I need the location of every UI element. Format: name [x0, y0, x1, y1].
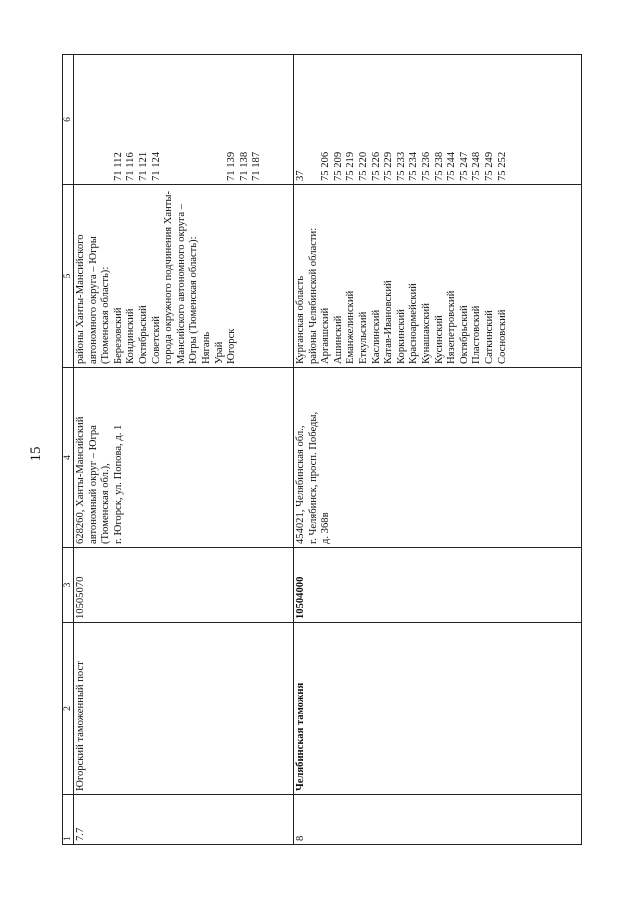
region-group-heading: районы Ханты-Мансийского автономного округа – Югры (Тюменская область): — [75, 234, 112, 364]
okato-code: 75 226 — [370, 151, 382, 181]
header-cell-6: 6 — [63, 55, 74, 185]
address-line: (Тюменская обл.), — [100, 463, 112, 544]
region-item: Красноармейский — [408, 283, 420, 364]
okato-code: 71 121 — [137, 151, 149, 181]
okato-code: 75 236 — [420, 151, 432, 181]
code-spacer — [308, 58, 321, 181]
rotated-page — [62, 55, 580, 845]
region-item: Курганская область — [295, 275, 306, 364]
region-item: Сосновский — [496, 309, 508, 364]
code-spacer — [201, 58, 214, 181]
region-item: Еткульский — [357, 311, 369, 364]
table-row — [294, 55, 582, 845]
header-cell-4: 4 — [63, 368, 74, 548]
code-spacer — [75, 58, 88, 181]
region-item: Катав-Ивановский — [383, 280, 395, 364]
region-item: Советский — [150, 316, 162, 364]
customs-office-code: 10504000 — [294, 548, 582, 623]
region-item: Пластовский — [471, 305, 483, 364]
region-item: Саткинский — [483, 310, 495, 364]
table-header-row — [63, 55, 74, 845]
okato-code: 71 138 — [238, 151, 250, 181]
table-row — [74, 55, 294, 845]
region-item: Югорск — [226, 328, 238, 364]
okato-code: 71 112 — [112, 152, 124, 181]
header-cell-5: 5 — [63, 185, 74, 368]
code-spacer — [176, 58, 189, 181]
code-spacer — [88, 58, 101, 181]
region-item: Березовский — [112, 307, 124, 364]
address-line: 628260, Ханты-Мансийский — [75, 416, 86, 544]
customs-office-code: 10505070 — [74, 548, 294, 623]
region-item: Октябрьский — [458, 305, 470, 364]
row-number: 8 — [294, 795, 582, 845]
page-number: 15 — [28, 446, 44, 462]
customs-office-name: Югорский таможенный пост — [74, 623, 294, 795]
okato-code: 75 233 — [395, 151, 407, 181]
region-item: Нягань — [200, 331, 212, 364]
customs-office-address — [294, 368, 582, 548]
code-spacer — [188, 58, 201, 181]
okato-code: 75 252 — [496, 151, 508, 181]
region-group-heading: города окружного подчинения Ханты-Мансийского автономного округа – Югры (Тюменская область): — [163, 190, 200, 364]
region-item: Нязепетровский — [446, 290, 458, 364]
okato-code: 75 238 — [433, 151, 445, 181]
okato-code: 71 116 — [125, 152, 137, 181]
code-spacer — [100, 58, 113, 181]
okato-code: 75 206 — [320, 151, 332, 181]
region-item: Кунашакский — [420, 303, 432, 364]
okato-code: 71 124 — [150, 151, 162, 181]
region-item: Каслинский — [370, 309, 382, 364]
region-item: Кондинский — [125, 308, 137, 364]
okato-code: 75 209 — [332, 151, 344, 181]
header-cell-1: 1 — [63, 795, 74, 845]
okato-code: 75 220 — [357, 151, 369, 181]
okato-code: 71 139 — [226, 151, 238, 181]
region-item: Ашинский — [332, 315, 344, 364]
address-line: г. Югорск, ул. Попова, д. 1 — [112, 424, 124, 544]
okato-code: 75 248 — [471, 151, 483, 181]
okato-code: 37 — [295, 170, 306, 181]
address-line: г. Челябинск, просп. Победы, — [307, 411, 319, 544]
okato-code: 75 249 — [483, 151, 495, 181]
region-item: Октябрьский — [137, 305, 149, 364]
okato-code-list — [294, 55, 582, 185]
okato-code: 75 244 — [446, 151, 458, 181]
okato-code: 75 219 — [345, 151, 357, 181]
header-cell-3: 3 — [63, 548, 74, 623]
region-item: Кусинский — [433, 315, 445, 364]
customs-office-address — [74, 368, 294, 548]
okato-code: 71 187 — [251, 151, 263, 181]
region-item: Еманжелинский — [345, 290, 357, 364]
region-group-heading: районы Челябинской области: — [307, 227, 319, 364]
address-line: д. 368в — [320, 512, 332, 544]
okato-code: 75 229 — [383, 151, 395, 181]
region-item: Урай — [213, 341, 225, 364]
customs-office-name: Челябинская таможня — [294, 623, 582, 795]
code-spacer — [163, 58, 176, 181]
row-number: 7.7 — [74, 795, 294, 845]
header-cell-2: 2 — [63, 623, 74, 795]
region-item: Аргаяшский — [320, 307, 332, 364]
okato-code-list — [74, 55, 294, 185]
code-spacer — [214, 58, 227, 181]
address-line: автономный округ – Югра — [87, 425, 99, 544]
region-list — [74, 185, 294, 368]
address-line: 454021, Челябинская обл., — [295, 425, 306, 544]
customs-table — [62, 54, 582, 845]
okato-code: 75 234 — [408, 151, 420, 181]
region-list — [294, 185, 582, 368]
okato-code: 75 247 — [458, 151, 470, 181]
region-item: Коркинский — [395, 309, 407, 364]
